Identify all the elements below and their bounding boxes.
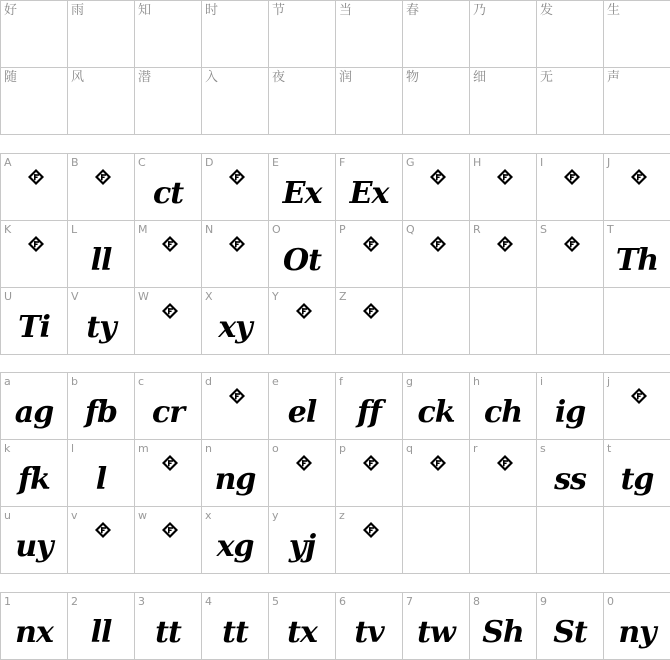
cell-label: z [339, 509, 345, 522]
ligature-glyph: ng [214, 461, 256, 497]
glyph-cell [604, 221, 670, 288]
cell-label: 时 [205, 3, 219, 18]
ligature-glyph: Ot [283, 242, 321, 278]
cell-label: k [4, 442, 11, 455]
glyph-cell [269, 154, 336, 221]
glyph-cell [403, 507, 470, 574]
cell-label: 1 [4, 595, 11, 608]
glyph-cell [470, 154, 537, 221]
glyph-cell [470, 593, 537, 660]
ligature-glyph: ig [554, 394, 586, 430]
ligature-glyph: ck [417, 394, 455, 430]
ligature-glyph: ag [14, 394, 54, 430]
glyph-cell [68, 221, 135, 288]
cell-label: s [540, 442, 546, 455]
missing-glyph-icon [496, 168, 514, 186]
glyph-cell [202, 440, 269, 507]
ligature-glyph: tv [354, 614, 384, 650]
glyph-cell [604, 68, 670, 135]
glyph-cell [202, 68, 269, 135]
cell-label: 随 [4, 70, 18, 85]
cell-label: B [71, 156, 79, 169]
cell-label: 7 [406, 595, 413, 608]
glyph-cell [336, 288, 403, 355]
ligature-glyph: ch [483, 394, 523, 430]
cell-label: n [205, 442, 212, 455]
missing-glyph-icon [228, 387, 246, 405]
missing-glyph-icon [161, 235, 179, 253]
cell-label: q [406, 442, 413, 455]
glyph-cell [403, 68, 470, 135]
ligature-glyph: Ex [282, 175, 322, 211]
glyph-cell [135, 1, 202, 68]
glyph-cell [1, 288, 68, 355]
uppercase-block [0, 153, 670, 355]
glyph-cell [135, 507, 202, 574]
glyph-cell [336, 221, 403, 288]
glyph-cell [604, 507, 670, 574]
cell-label: t [607, 442, 612, 455]
cell-label: i [540, 375, 544, 388]
ligature-glyph: fk [18, 461, 50, 497]
ligature-glyph: ll [90, 614, 112, 650]
ligature-glyph: ff [357, 394, 381, 430]
glyph-cell [403, 440, 470, 507]
cell-label: 好 [4, 3, 18, 18]
ligature-glyph: ll [90, 242, 112, 278]
ligature-glyph: cr [151, 394, 185, 430]
glyph-cell [537, 221, 604, 288]
glyph-cell [202, 373, 269, 440]
cell-label: 入 [205, 70, 219, 85]
missing-glyph-icon [630, 168, 648, 186]
cell-label: Y [272, 290, 279, 303]
missing-glyph-icon [228, 168, 246, 186]
glyph-cell [68, 1, 135, 68]
glyph-cell [1, 154, 68, 221]
cell-label: Z [339, 290, 347, 303]
cell-label: r [473, 442, 478, 455]
cell-label: 乃 [473, 3, 487, 18]
cell-label: L [71, 223, 78, 236]
glyph-cell [202, 221, 269, 288]
cell-label: O [272, 223, 281, 236]
glyph-cell [269, 1, 336, 68]
glyph-cell [1, 1, 68, 68]
missing-glyph-icon [362, 235, 380, 253]
missing-glyph-icon [429, 168, 447, 186]
missing-glyph-icon [94, 168, 112, 186]
missing-glyph-icon [295, 302, 313, 320]
cell-label: c [138, 375, 145, 388]
cell-label: 2 [71, 595, 78, 608]
missing-glyph-icon [429, 235, 447, 253]
cell-label: e [272, 375, 279, 388]
glyph-cell [68, 154, 135, 221]
ligature-glyph: Ti [18, 309, 50, 345]
glyph-cell [537, 68, 604, 135]
cell-label: 0 [607, 595, 614, 608]
glyph-cell [1, 373, 68, 440]
cell-label: U [4, 290, 13, 303]
glyph-cell [269, 68, 336, 135]
ligature-glyph: Ex [349, 175, 389, 211]
missing-glyph-icon [429, 454, 447, 472]
cell-label: 春 [406, 3, 420, 18]
glyph-cell [470, 68, 537, 135]
cell-label: 潜 [138, 70, 152, 85]
glyph-cell [604, 288, 670, 355]
glyph-cell [537, 507, 604, 574]
cell-label: E [272, 156, 279, 169]
glyph-cell [604, 1, 670, 68]
cell-label: S [540, 223, 547, 236]
glyph-cell [403, 1, 470, 68]
cell-label: h [473, 375, 480, 388]
cell-label: 风 [71, 70, 85, 85]
glyph-cell [1, 593, 68, 660]
missing-glyph-icon [630, 387, 648, 405]
glyph-cell [135, 68, 202, 135]
glyph-cell [202, 288, 269, 355]
glyph-cell [470, 288, 537, 355]
cell-label: x [205, 509, 212, 522]
ligature-glyph: ss [554, 461, 586, 497]
cell-label: 雨 [71, 3, 85, 18]
missing-glyph-icon [27, 168, 45, 186]
glyph-cell [135, 221, 202, 288]
glyph-cell [336, 593, 403, 660]
cell-label: 无 [540, 70, 554, 85]
glyph-cell [336, 373, 403, 440]
missing-glyph-icon [161, 521, 179, 539]
glyph-cell [403, 373, 470, 440]
ligature-glyph: xg [216, 528, 254, 564]
cell-label: w [138, 509, 147, 522]
cell-label: T [607, 223, 614, 236]
missing-glyph-icon [228, 235, 246, 253]
cell-label: F [339, 156, 346, 169]
glyph-cell [403, 154, 470, 221]
cell-label: g [406, 375, 413, 388]
missing-glyph-icon [161, 454, 179, 472]
ligature-glyph: Th [615, 242, 659, 278]
glyph-cell [470, 507, 537, 574]
glyph-cell [202, 507, 269, 574]
ligature-glyph: tw [417, 614, 455, 650]
glyph-cell [604, 593, 670, 660]
glyph-cell [269, 440, 336, 507]
ligature-glyph: Sh [482, 614, 524, 650]
glyph-cell [1, 68, 68, 135]
cell-label: I [540, 156, 544, 169]
cell-label: v [71, 509, 78, 522]
missing-glyph-icon [362, 454, 380, 472]
cell-label: 物 [406, 70, 420, 85]
digits-block [0, 592, 670, 660]
glyph-cell [336, 507, 403, 574]
cell-label: a [4, 375, 11, 388]
cell-label: X [205, 290, 213, 303]
cell-label: A [4, 156, 12, 169]
glyph-cell [68, 373, 135, 440]
glyph-cell [202, 154, 269, 221]
glyph-cell [403, 288, 470, 355]
glyph-cell [135, 154, 202, 221]
ligature-glyph: nx [15, 614, 53, 650]
missing-glyph-icon [362, 521, 380, 539]
cell-label: M [138, 223, 148, 236]
glyph-cell [68, 440, 135, 507]
ligature-glyph: xy [218, 309, 252, 345]
cell-label: d [205, 375, 212, 388]
cell-label: m [138, 442, 149, 455]
glyph-cell [537, 373, 604, 440]
cell-label: G [406, 156, 415, 169]
glyph-cell [403, 221, 470, 288]
glyph-cell [135, 373, 202, 440]
glyph-cell [269, 507, 336, 574]
glyph-cell [269, 373, 336, 440]
ligature-glyph: yj [288, 528, 316, 564]
glyph-cell [68, 288, 135, 355]
cell-label: 夜 [272, 70, 286, 85]
glyph-cell [336, 1, 403, 68]
missing-glyph-icon [563, 235, 581, 253]
glyph-cell [537, 154, 604, 221]
cell-label: 6 [339, 595, 346, 608]
cell-label: P [339, 223, 346, 236]
cell-label: 润 [339, 70, 353, 85]
ligature-glyph: ct [152, 175, 184, 211]
glyph-cell [336, 440, 403, 507]
cell-label: o [272, 442, 279, 455]
glyph-cell [202, 593, 269, 660]
glyph-cell [403, 593, 470, 660]
missing-glyph-icon [496, 454, 514, 472]
ligature-glyph: tg [620, 461, 654, 497]
glyph-cell [1, 221, 68, 288]
cell-label: 8 [473, 595, 480, 608]
glyph-cell [336, 154, 403, 221]
ligature-glyph: ny [618, 614, 656, 650]
glyph-cell [1, 507, 68, 574]
glyph-cell [604, 373, 670, 440]
glyph-cell [135, 593, 202, 660]
ligature-glyph: ty [86, 309, 116, 345]
ligature-glyph: St [553, 614, 587, 650]
glyph-cell [604, 440, 670, 507]
cell-label: 5 [272, 595, 279, 608]
cell-label: H [473, 156, 482, 169]
glyph-cell [604, 154, 670, 221]
cell-label: 当 [339, 3, 353, 18]
glyph-cell [537, 440, 604, 507]
cell-label: f [339, 375, 343, 388]
glyph-cell [135, 440, 202, 507]
glyph-cell [537, 288, 604, 355]
glyph-cell [470, 373, 537, 440]
lowercase-block [0, 372, 670, 574]
cell-label: b [71, 375, 78, 388]
glyph-cell [68, 68, 135, 135]
cjk-block [0, 0, 670, 135]
glyph-cell [1, 440, 68, 507]
glyph-cell [135, 288, 202, 355]
cell-label: 9 [540, 595, 547, 608]
missing-glyph-icon [94, 521, 112, 539]
ligature-glyph: tt [222, 614, 248, 650]
cell-label: C [138, 156, 146, 169]
cell-label: y [272, 509, 279, 522]
glyph-cell [470, 221, 537, 288]
missing-glyph-icon [362, 302, 380, 320]
cell-label: J [607, 156, 611, 169]
cell-label: 细 [473, 70, 487, 85]
cell-label: 发 [540, 3, 554, 18]
cell-label: 声 [607, 70, 621, 85]
ligature-glyph: tx [287, 614, 317, 650]
glyph-cell [269, 221, 336, 288]
cell-label: 生 [607, 3, 621, 18]
cell-label: 节 [272, 3, 286, 18]
cell-label: R [473, 223, 481, 236]
glyph-cell [537, 593, 604, 660]
cell-label: l [71, 442, 75, 455]
missing-glyph-icon [27, 235, 45, 253]
glyph-cell [269, 288, 336, 355]
glyph-cell [336, 68, 403, 135]
missing-glyph-icon [295, 454, 313, 472]
cell-label: K [4, 223, 12, 236]
ligature-glyph: fb [85, 394, 117, 430]
cell-label: 3 [138, 595, 145, 608]
glyph-cell [269, 593, 336, 660]
cell-label: Q [406, 223, 415, 236]
cell-label: u [4, 509, 11, 522]
glyph-cell [537, 1, 604, 68]
ligature-glyph: tt [155, 614, 181, 650]
ligature-glyph: el [287, 394, 317, 430]
cell-label: 知 [138, 3, 152, 18]
ligature-glyph: l [95, 461, 107, 497]
missing-glyph-icon [496, 235, 514, 253]
cell-label: p [339, 442, 346, 455]
glyph-cell [470, 1, 537, 68]
cell-label: j [607, 375, 611, 388]
cell-label: V [71, 290, 79, 303]
glyph-cell [202, 1, 269, 68]
cell-label: 4 [205, 595, 212, 608]
glyph-cell [470, 440, 537, 507]
glyph-cell [68, 593, 135, 660]
glyph-cell [68, 507, 135, 574]
missing-glyph-icon [563, 168, 581, 186]
missing-glyph-icon [161, 302, 179, 320]
ligature-glyph: uy [15, 528, 53, 564]
cell-label: W [138, 290, 149, 303]
cell-label: D [205, 156, 214, 169]
cell-label: N [205, 223, 214, 236]
